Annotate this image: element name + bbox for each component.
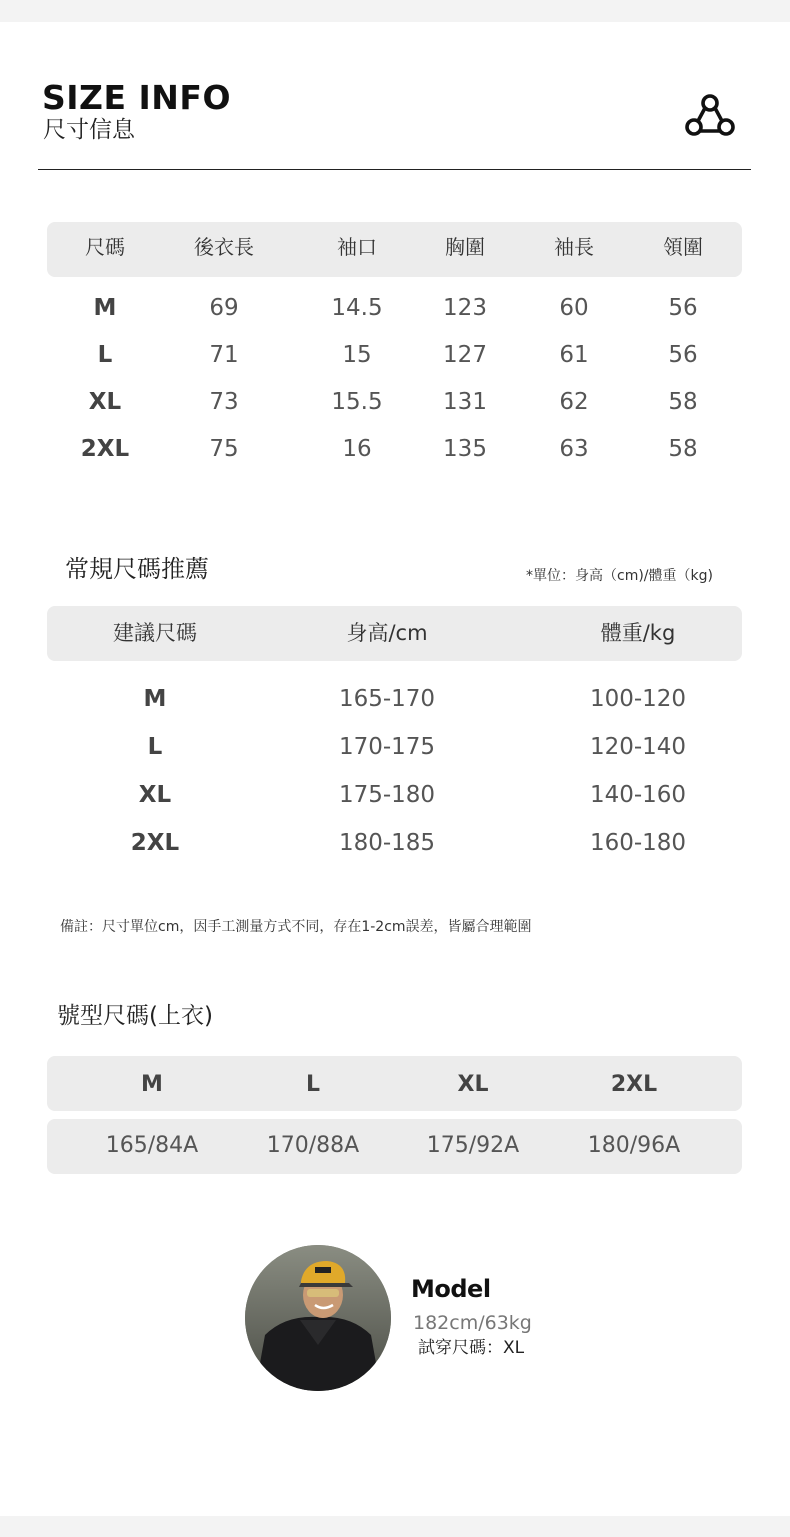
measurement-cell: 58 (668, 389, 698, 415)
brand-knot-icon (684, 93, 736, 139)
size-code-size: 2XL (610, 1072, 658, 1097)
recommendation-cell: 180-185 (338, 830, 436, 856)
size-code-value: 165/84A (105, 1133, 199, 1158)
model-stats: 182cm/63kg (413, 1312, 532, 1334)
measurement-cell: 15.5 (331, 389, 383, 415)
measurement-cell: 73 (209, 389, 239, 415)
recommendation-cell: 160-180 (589, 830, 687, 856)
recommendation-cell: 175-180 (338, 782, 436, 808)
measurement-cell: 131 (443, 389, 487, 415)
size-label: XL (88, 389, 122, 415)
recommendation-header-cell: 體重/kg (600, 621, 676, 645)
measurement-note: 備註：尺寸單位cm，因手工測量方式不同，存在1-2cm誤差，皆屬合理範圍 (60, 919, 532, 935)
recommendation-cell: 100-120 (589, 686, 687, 712)
measurement-cell: 58 (668, 436, 698, 462)
measurement-header-cell: 胸圍 (445, 235, 485, 259)
measurement-cell: 56 (668, 342, 698, 368)
measurement-cell: 61 (559, 342, 589, 368)
size-label: XL (138, 782, 172, 808)
measurement-cell: 62 (559, 389, 589, 415)
model-label: Model (411, 1275, 491, 1303)
page-subtitle: 尺寸信息 (43, 117, 135, 143)
measurement-header-cell: 尺碼 (85, 235, 125, 259)
measurement-cell: 14.5 (331, 295, 383, 321)
size-code-size: L (305, 1072, 321, 1097)
measurement-cell: 15 (342, 342, 372, 368)
measurement-header-cell: 後衣長 (194, 235, 254, 259)
bottom-strip (0, 1516, 790, 1537)
measurement-cell: 127 (443, 342, 487, 368)
recommendation-cell: 140-160 (589, 782, 687, 808)
measurement-cell: 71 (209, 342, 239, 368)
recommendation-cell: 170-175 (338, 734, 436, 760)
size-label: L (97, 342, 113, 368)
header-divider (38, 169, 751, 170)
measurement-cell: 69 (209, 295, 239, 321)
size-code-value: 170/88A (266, 1133, 360, 1158)
top-strip (0, 0, 790, 22)
recommendation-title: 常規尺碼推薦 (65, 555, 209, 583)
page-title: SIZE INFO (42, 78, 231, 117)
recommendation-cell: 120-140 (589, 734, 687, 760)
size-label: L (147, 734, 163, 760)
measurement-cell: 63 (559, 436, 589, 462)
measurement-header-cell: 袖口 (337, 235, 377, 259)
measurement-cell: 135 (443, 436, 487, 462)
size-code-size: M (141, 1072, 163, 1097)
size-code-value: 175/92A (426, 1133, 520, 1158)
recommendation-header-cell: 建議尺碼 (113, 621, 197, 645)
size-code-value: 180/96A (587, 1133, 681, 1158)
model-size-tried: 試穿尺碼：XL (418, 1338, 525, 1358)
measurement-header-cell: 領圍 (663, 235, 703, 259)
measurement-header-cell: 袖長 (554, 235, 594, 259)
measurement-cell: 75 (209, 436, 239, 462)
size-code-title: 號型尺碼(上衣) (57, 1003, 213, 1029)
model-avatar (245, 1245, 391, 1391)
size-label: 2XL (130, 830, 180, 856)
size-code-size: XL (457, 1072, 489, 1097)
measurement-cell: 16 (342, 436, 372, 462)
measurement-cell: 123 (443, 295, 487, 321)
size-label: M (143, 686, 167, 712)
measurement-cell: 56 (668, 295, 698, 321)
size-label: 2XL (80, 436, 130, 462)
recommendation-cell: 165-170 (338, 686, 436, 712)
measurement-cell: 60 (559, 295, 589, 321)
recommendation-unit-note: *單位：身高（cm)/體重（kg) (526, 568, 713, 584)
recommendation-header-cell: 身高/cm (346, 621, 428, 645)
size-label: M (93, 295, 117, 321)
